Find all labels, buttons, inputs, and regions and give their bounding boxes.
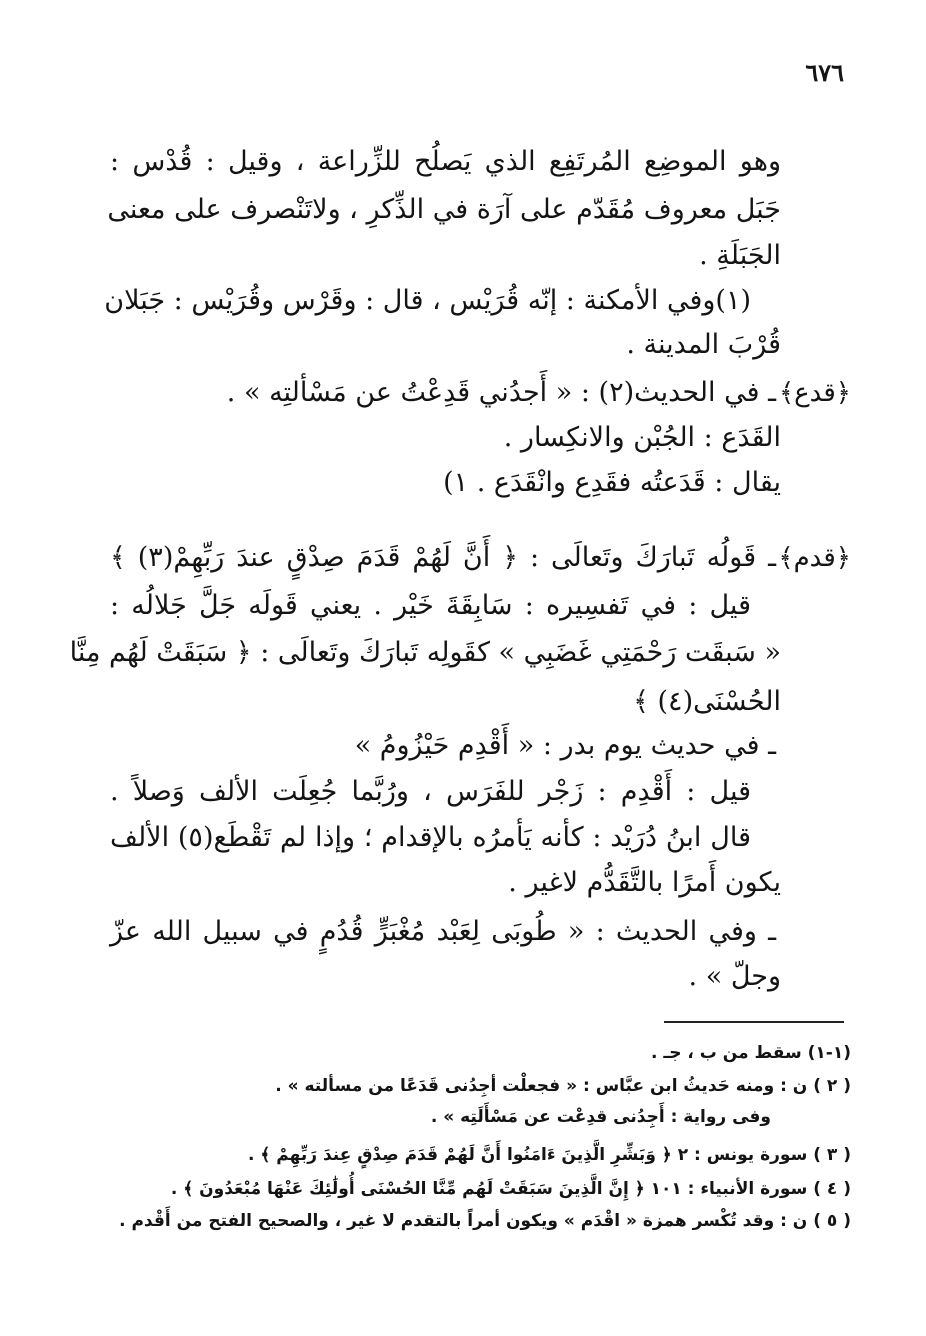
footnote: ( ٥ ) ن : وقد تُكْسر همزة « اقْدَم » ويكون أمراً بالتقدم لا غير ، والصحيح الفتح من أَقْدم . [119, 1211, 851, 1231]
body-line: قيل : أَقْدِم : زَجْر للفَرَس ، ورُبَّما جُعِلَت الألف وَصلاً . [110, 776, 751, 807]
body-line: ـ قَولُه تَبارَكَ وتَعالَى : ﴿ أَنَّ لَهُمْ قَدَمَ صِدْقٍ عندَ رَبِّهِمْ(٣) ﴾ [110, 542, 776, 573]
footnote-divider [664, 1021, 844, 1023]
body-line: جَبَل معروف مُقَدّم على آرَة في الذِّكرِ ، ولاتَنْصرف على معنى [107, 194, 781, 225]
body-line: وهو الموضِع المُرتَفِع الذي يَصلُح للزِّراعة ، وقيل : قُدْس : [110, 146, 781, 177]
footnote: ( ٣ ) سورة يونس : ٢ ﴿ وَبَشِّرِ الَّذِينَ ءَامَنُوا أَنَّ لَهُمْ قَدَمَ صِدْقٍ عِندَ رَبِّهِمْ ﴾ . [248, 1145, 851, 1165]
body-line: قُرْبَ المدينة . [626, 329, 781, 360]
body-line: وجلّ » . [688, 961, 781, 992]
entry-head-qada: ﴿قدع﴾ [778, 378, 851, 408]
body-line: (١)وفي الأمكنة : إنّه قُرَيْس ، قال : وقَرْس وقُرَيْس : جَبَلان [104, 285, 751, 316]
body-line: « سَبقَت رَحْمَتِي غَضَبِي » كقَولِه تَبارَكَ وتَعالَى : ﴿ سَبَقَتْ لَهُم مِنَّا [69, 637, 781, 668]
body-line: ـ وفي الحديث : « طُوبَى لِعَبْد مُغْبَرٍّ قُدُمٍ في سبيل الله عزّ [110, 916, 776, 947]
body-line: يقال : قَدَعتُه فقَدِع وانْقَدَع . ١) [443, 467, 781, 498]
body-line: قال ابنُ دُرَيْد : كأنه يَأمرُه بالإقدام ؛ وإذا لم تَقْطَع(٥) الألف [110, 822, 751, 853]
footnote: ( ٢ ) ن : ومنه حَديثُ ابن عبَّاس : « فجعلْت أجِدُنى قَدَعًا من مسألته » . [275, 1076, 851, 1096]
entry-head-qadam: ﴿قدم﴾ [778, 543, 851, 573]
footnote: ( ٤ ) سورة الأنبياء : ١٠١ ﴿ إِنَّ الَّذِينَ سَبَقَتْ لَهُم مِّنَّا الحُسْنَى أُولَٰئِكَ عَنْهَا مُبْعَدُونَ ﴾ . [170, 1179, 851, 1199]
body-line: الحُسْنَى(٤) ﴾ [633, 686, 781, 717]
body-line: الجَبَلَةِ . [699, 240, 781, 271]
body-line: يكون أَمرًا بالتَّقَدُّم لاغير . [508, 867, 781, 898]
footnote: (١-١) سقط من ب ، جـ . [651, 1043, 851, 1063]
footnote-continuation: وفى رواية : أَجِدُنى قدِعْت عن مَسْأَلَتِه » . [430, 1107, 771, 1127]
body-line: القَدَع : الجُبْن والانكِسار . [503, 422, 781, 453]
page-number: ٦٧٦ [805, 58, 844, 87]
body-line: ـ في الحديث(٢) : « أَجدُني قَدِعْتُ عن مَسْألتِه » . [226, 377, 776, 408]
body-line: قيل : في تَفسِيره : سَابِقَةَ خَيْر . يعني قَولَه جَلَّ جَلالُه : [110, 590, 751, 621]
body-line: ـ في حديث يوم بدر : « أَقْدِم حَيْزُومُ » [354, 730, 776, 761]
